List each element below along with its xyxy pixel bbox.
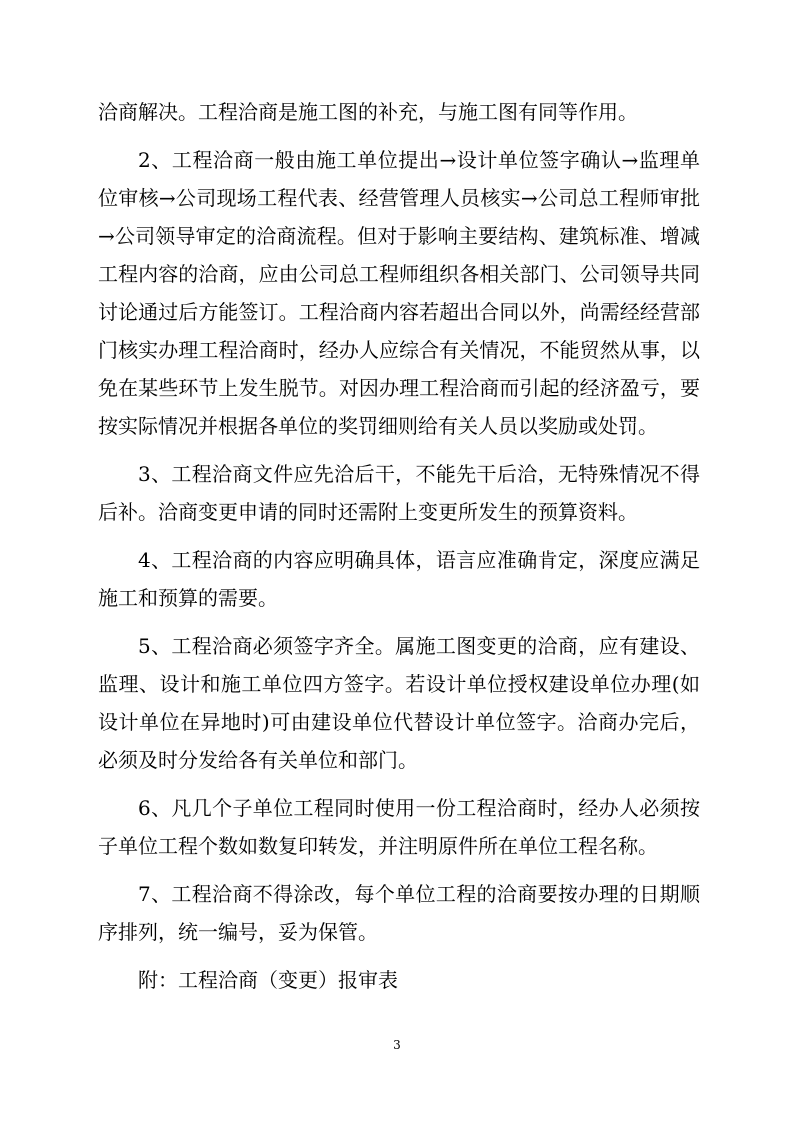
- paragraph-item-3: 3、工程洽商文件应先洽后干，不能先干后洽，无特殊情况不得后补。洽商变更申请的同时还需附上变更所发生的预算资料。: [98, 462, 700, 524]
- paragraph-item-7: 7、工程洽商不得涂改，每个单位工程的洽商要按办理的日期顺序排列，统一编号，妥为保管。: [98, 882, 700, 944]
- attachment-note: 附：工程洽商（变更）报审表: [138, 968, 398, 992]
- paragraph-item-4: 4、工程洽商的内容应明确具体，语言应准确肯定，深度应满足施工和预算的需要。: [98, 548, 700, 610]
- page-number: 3: [393, 1038, 401, 1052]
- paragraph-item-2: 2、工程洽商一般由施工单位提出→设计单位签字确认→监理单位审核→公司现场工程代表、经营管理人员核实→公司总工程师审批→公司领导审定的洽商流程。但对于影响主要结构、建筑标准、增减工程内容的洽商，应由公司总工程师组织各相关部门、公司领导共同讨论通过后方能签订。工程洽商内容若超出合同以外，尚需经经营部门核实办理工程洽商时，经办人应综合有关情况，不能贸然从事，以免在某些环节上发生脱节。对因办理工程洽商而引起的经济盈亏，要按实际情况并根据各单位的奖罚细则给有关人员以奖励或处罚。: [98, 148, 700, 438]
- paragraph-continuation: 洽商解决。工程洽商是施工图的补充，与施工图有同等作用。: [98, 100, 638, 124]
- paragraph-item-6: 6、凡几个子单位工程同时使用一份工程洽商时，经办人必须按子单位工程个数如数复印转发，并注明原件所在单位工程名称。: [98, 796, 700, 858]
- document-body: [98, 93, 700, 999]
- paragraph-item-5: 5、工程洽商必须签字齐全。属施工图变更的洽商，应有建设、监理、设计和施工单位四方签字。若设计单位授权建设单位办理(如设计单位在异地时)可由建设单位代替设计单位签字。洽商办完后，必须及时分发给各有关单位和部门。: [98, 634, 700, 772]
